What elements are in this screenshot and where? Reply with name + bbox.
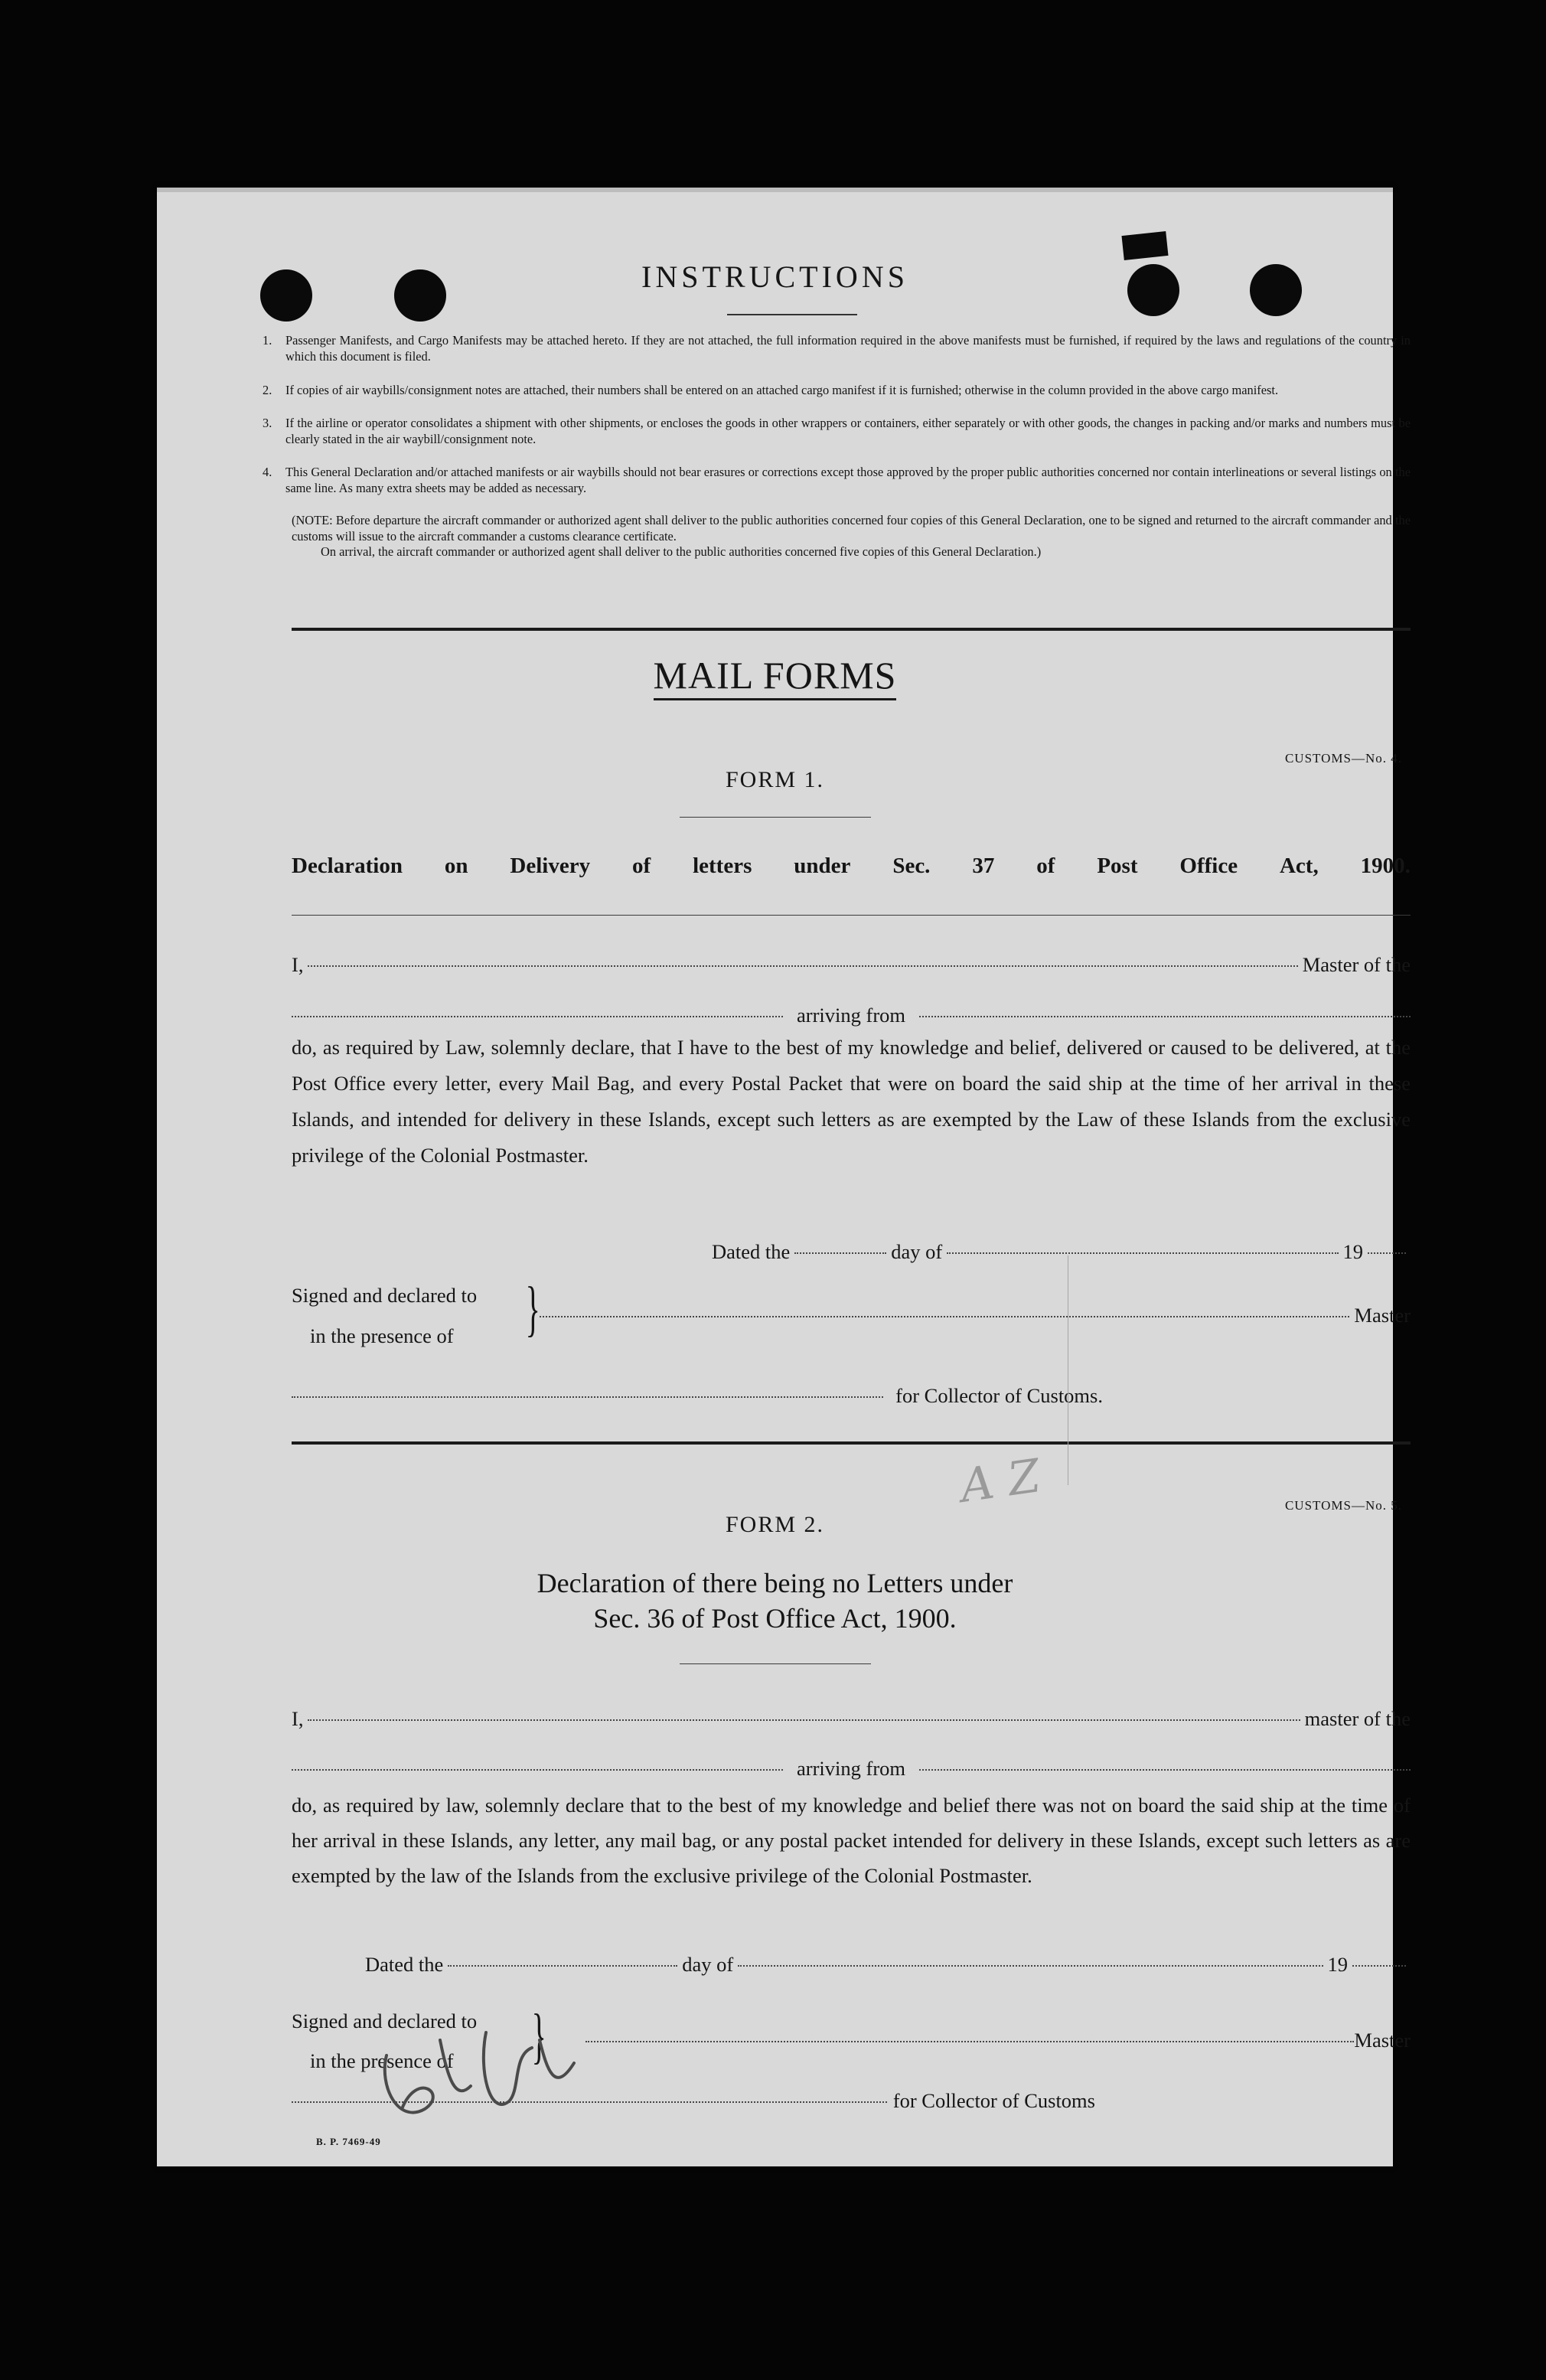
form1-customs-number: CUSTOMS—No. 4. bbox=[1284, 751, 1402, 766]
date-day-field[interactable] bbox=[448, 1965, 677, 1967]
instruction-num: 4. bbox=[263, 465, 272, 479]
collector-label: for Collector of Customs. bbox=[895, 1384, 1103, 1407]
form2-body-text: do, as required by law, solemnly declare that to the best of my knowledge and belief there was not on board the said ship at the time of her arrival in these Islands, any letter, any mail bag, or any postal packet intended for delivery in these Islands, except such letters as are exempted by the law of the Islands from the exclusive privilege of the Colonial Postmaster. bbox=[292, 1794, 1411, 1887]
instruction-text: If copies of air waybills/consignment notes are attached, their numbers shall be entered on an attached cargo manifest if it is furnished; otherwise in the column provided in the above cargo manifest. bbox=[285, 383, 1279, 397]
line-prefix: I, bbox=[292, 953, 304, 976]
brace-icon: } bbox=[525, 1275, 540, 1343]
collector-label: for Collector of Customs bbox=[892, 2089, 1095, 2112]
page-edge bbox=[157, 188, 1393, 192]
note-text-2: On arrival, the aircraft commander or authorized agent shall deliver to the public authorities concerned five copies of this General Declaration.) bbox=[321, 544, 1042, 559]
decl-word: on bbox=[444, 854, 468, 878]
form2-master-line bbox=[292, 1707, 1411, 1731]
form1-arriving-line bbox=[292, 1004, 1411, 1027]
date-month-field[interactable] bbox=[738, 1965, 1323, 1967]
day-of-label: day of bbox=[682, 1953, 734, 1976]
form2-declaration-line-2: Sec. 36 of Post Office Act, 1900. bbox=[593, 1603, 957, 1634]
date-year-field[interactable] bbox=[1352, 1965, 1406, 1967]
master-label: Master bbox=[1354, 2029, 1411, 2052]
form2-label: FORM 2. bbox=[725, 1512, 825, 1537]
instruction-text: This General Declaration and/or attached manifests or air waybills should not bear erasures or corrections except those approved by the proper public authorities concerned nor contain interlineations or several listings on the same line. As many extra sheets may be added as necessary. bbox=[285, 465, 1411, 495]
document-page bbox=[157, 188, 1411, 2166]
decl-word: Office bbox=[1179, 854, 1238, 878]
form2-arriving-line bbox=[292, 1757, 1411, 1781]
ship-name-field[interactable] bbox=[292, 1016, 783, 1017]
master-name-field[interactable] bbox=[308, 965, 1297, 967]
instruction-text: If the airline or operator consolidates a shipment with other shipments, or encloses the goods in other wrappers or containers, either separately or with other goods, the changes in packing and/or marks and numbers must be clearly stated in the air waybill/consignment note. bbox=[285, 416, 1411, 446]
instructions-heading: INSTRUCTIONS bbox=[641, 260, 908, 294]
paper-tear bbox=[1121, 231, 1168, 260]
heading-rule bbox=[727, 314, 857, 315]
form2-customs-number: CUSTOMS—No. 5. bbox=[1284, 1498, 1402, 1513]
decl-word: of bbox=[1036, 854, 1055, 878]
decl-word: Post bbox=[1097, 854, 1138, 878]
decl-word: Sec. bbox=[892, 854, 931, 878]
form2-signed-label-2: in the presence of bbox=[310, 2049, 454, 2072]
brace-icon: } bbox=[531, 2003, 546, 2070]
dated-label: Dated the bbox=[712, 1240, 791, 1263]
year-label: 19 bbox=[1327, 1953, 1348, 1976]
instruction-text: Passenger Manifests, and Cargo Manifests may be attached hereto. If they are not attached, the full information required in the above manifests must be furnished, if required by the laws and regulations of the country in which this document is filed. bbox=[285, 333, 1411, 364]
decl-word: Declaration bbox=[292, 854, 403, 878]
section-divider bbox=[292, 628, 1411, 631]
date-day-field[interactable] bbox=[794, 1252, 886, 1254]
instruction-item-2 bbox=[263, 383, 1411, 399]
handwritten-signature bbox=[356, 2009, 631, 2140]
decl-word: under bbox=[794, 854, 851, 878]
form2-declaration-title bbox=[157, 1565, 1393, 1636]
arriving-from-field[interactable] bbox=[919, 1769, 1411, 1771]
arriving-from-label: arriving from bbox=[796, 1004, 906, 1027]
year-label: 19 bbox=[1342, 1240, 1363, 1263]
form2-signed-label-1: Signed and declared to bbox=[292, 2009, 478, 2032]
master-signature-field[interactable] bbox=[540, 1316, 1349, 1317]
line-suffix: master of the bbox=[1304, 1707, 1411, 1730]
decl-word: letters bbox=[693, 854, 752, 878]
date-year-field[interactable] bbox=[1368, 1252, 1406, 1254]
instruction-item-4 bbox=[263, 465, 1411, 496]
form2-dated-line bbox=[365, 1953, 1411, 1977]
dated-label: Dated the bbox=[365, 1953, 444, 1976]
instruction-num: 1. bbox=[263, 333, 272, 348]
instruction-note bbox=[292, 513, 1411, 560]
form1-title-rule bbox=[292, 915, 1411, 916]
form1-signed-label-2: in the presence of bbox=[310, 1324, 454, 1347]
form2-title-rule bbox=[680, 1663, 871, 1664]
arriving-from-field[interactable] bbox=[919, 1016, 1411, 1017]
form2-master-sign-line bbox=[585, 2029, 1411, 2052]
collector-signature-field[interactable] bbox=[292, 1396, 883, 1398]
note-text: (NOTE: Before departure the aircraft commander or authorized agent shall deliver to the public authorities concerned four copies of this General Declaration, one to be signed and returned to the aircraft commander and the customs will issue to the aircraft commander a customs clearance certificate. bbox=[292, 513, 1411, 544]
instruction-num: 2. bbox=[263, 383, 272, 397]
instruction-num: 3. bbox=[263, 416, 272, 430]
form1-label: FORM 1. bbox=[725, 767, 825, 792]
decl-word: 1900. bbox=[1360, 854, 1411, 878]
form1-declaration-title bbox=[292, 854, 1411, 879]
mail-forms-title-text: MAIL FORMS bbox=[654, 654, 897, 700]
line-prefix: I, bbox=[292, 1707, 304, 1730]
master-label: Master bbox=[1354, 1304, 1411, 1327]
form1-body-text: do, as required by Law, solemnly declare, that I have to the best of my knowledge and belief, delivered or caused to be delivered, at the Post Office every letter, every Mail Bag, and every Postal Packet that were on board the said ship at the time of her arrival in these Islands, and intended for delivery in these Islands, except such letters as are exempted by the Law of these Islands from the exclusive privilege of the Colonial Postmaster. bbox=[292, 1036, 1411, 1167]
master-name-field[interactable] bbox=[308, 1719, 1300, 1721]
decl-word: of bbox=[632, 854, 651, 878]
form1-dated-line bbox=[712, 1240, 1411, 1264]
line-suffix: Master of the bbox=[1302, 953, 1411, 976]
decl-word: 37 bbox=[972, 854, 995, 878]
mail-forms-title bbox=[157, 653, 1393, 697]
print-code: B. P. 7469-49 bbox=[316, 2136, 381, 2147]
decl-word: Act, bbox=[1279, 854, 1319, 878]
form1-collector-line bbox=[292, 1384, 1103, 1408]
day-of-label: day of bbox=[891, 1240, 943, 1263]
handwritten-mark: A Z bbox=[957, 1449, 1044, 1513]
decl-word: Delivery bbox=[510, 854, 591, 878]
arriving-from-label: arriving from bbox=[796, 1757, 906, 1780]
form1-label-rule bbox=[680, 817, 871, 818]
form2-declaration-line-1: Declaration of there being no Letters under bbox=[537, 1568, 1013, 1598]
date-month-field[interactable] bbox=[947, 1252, 1338, 1254]
form-divider bbox=[292, 1441, 1411, 1445]
ship-name-field[interactable] bbox=[292, 1769, 783, 1771]
instruction-item-3 bbox=[263, 416, 1411, 447]
instruction-item-1 bbox=[263, 333, 1411, 364]
form1-signed-label-1: Signed and declared to bbox=[292, 1284, 478, 1307]
master-signature-field[interactable] bbox=[585, 2041, 1354, 2042]
form1-master-line bbox=[292, 953, 1411, 977]
form1-master-sign-line bbox=[540, 1304, 1411, 1327]
